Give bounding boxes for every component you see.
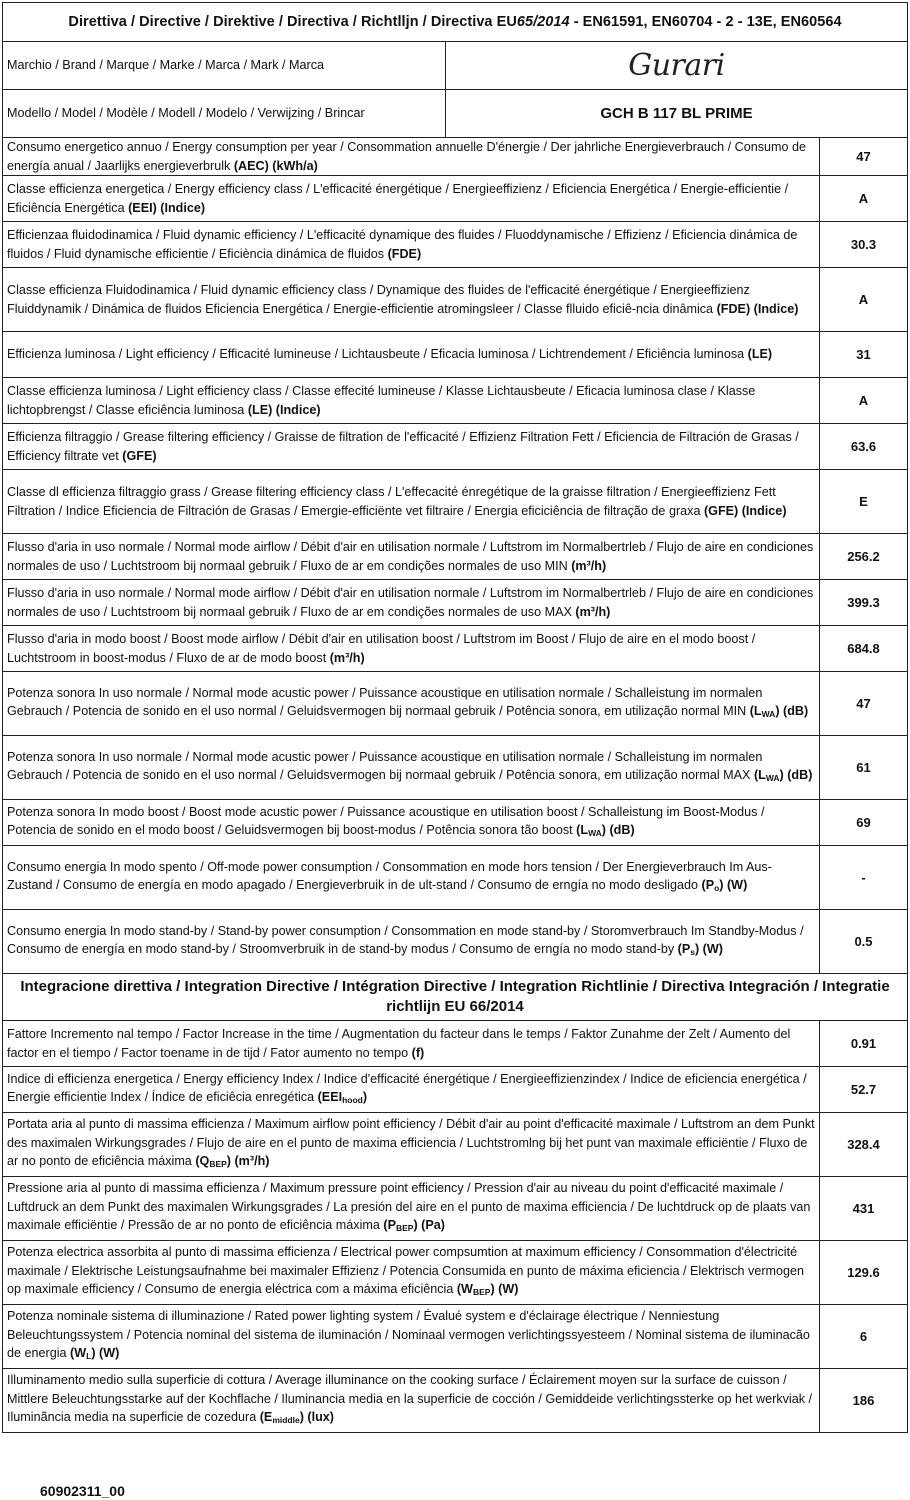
spec-value: A: [820, 268, 908, 332]
spec-row: [3, 424, 908, 470]
model-row: [3, 90, 908, 138]
spec-text: Consumo energia In modo stand-by / Stand-by power consumption / Consommation en mode stand-by / Storomverbrauch Im Standby-Modus / Consumo de energía en modo stand-by / Stroomverbruik in de stand-by modus / Consumo de erngía no modo stand-by: [7, 923, 804, 956]
spec-unit: [248, 403, 321, 417]
spec-value: A: [820, 378, 908, 424]
spec-row: [3, 800, 908, 846]
spec-unit: [576, 823, 634, 837]
spec-unit-main: (L: [576, 823, 589, 837]
spec-unit: [260, 1410, 334, 1424]
spec-label: [3, 1305, 820, 1369]
spec-text: Classe efficienza energetica / Energy efficiency class / L'efficacité énergétique / Energieeffizienz / Eficiencia Energética / Energie-efficientie / Eficiência Energética: [7, 182, 789, 215]
spec-unit-tail: ) (W): [91, 1346, 120, 1361]
spec-unit-main: (L: [749, 704, 762, 718]
spec-unit-tail: ) (dB): [601, 823, 635, 837]
spec-row: [3, 1113, 908, 1177]
directive-header: [3, 3, 908, 42]
spec-unit: [318, 1090, 367, 1104]
spec-unit-main: (Q: [195, 1154, 210, 1169]
spec-unit: [457, 1282, 519, 1296]
spec-label: [3, 378, 820, 424]
spec-row: [3, 846, 908, 910]
spec-row: [3, 736, 908, 800]
spec-label: [3, 1113, 820, 1177]
spec-unit: [704, 504, 787, 518]
spec-unit: [70, 1346, 119, 1360]
spec-unit: [678, 942, 723, 956]
spec-unit-main: (W: [456, 1282, 473, 1297]
spec-label: [3, 910, 820, 974]
spec-unit: [128, 201, 205, 215]
energy-label-sheet: [2, 2, 907, 1499]
spec-unit-tail: ) (Pa): [413, 1218, 445, 1233]
spec-text: Potenza sonora In uso normale / Normal mode acustic power / Puissance acoustique en utilisation normale / Schalleistung im normalen Gebrauch / Potencia de sonido en el uso normal / Geluidsvermogen bij normaal gebruik / Potência sonora, em utilização normal MIN: [7, 685, 763, 718]
spec-label: [3, 268, 820, 332]
directive-standards: - EN61591, EN60704 - 2 - 13E, EN60564: [569, 14, 842, 30]
spec-unit: [571, 559, 606, 573]
spec-unit-subscript: WA: [765, 773, 780, 783]
spec-unit-main: (FDE) (Indice): [716, 301, 799, 316]
spec-unit-subscript: BEP: [395, 1223, 414, 1234]
spec-unit-tail: ) (W): [719, 878, 748, 892]
spec-label: [3, 1067, 820, 1113]
spec-row: [3, 910, 908, 974]
spec-label: [3, 1241, 820, 1305]
spec-unit: [702, 878, 748, 892]
model-label: Modello / Model / Modèle / Modell / Modelo / Verwijzing / Brincar: [3, 90, 446, 138]
spec-row: [3, 470, 908, 534]
spec-row: [3, 1177, 908, 1241]
brand-logo: Gurari: [628, 48, 725, 83]
spec-unit-subscript: BEP: [472, 1287, 491, 1298]
spec-unit-subscript: hood: [342, 1095, 363, 1105]
directive-prefix: Direttiva / Directive / Direktive / Directiva / Richtlljn / Directiva EU: [68, 14, 517, 30]
spec-label: [3, 1021, 820, 1067]
spec-unit: [383, 1218, 445, 1232]
spec-unit-main: (W: [70, 1346, 87, 1361]
spec-row: [3, 1241, 908, 1305]
spec-unit-subscript: WA: [588, 828, 602, 838]
spec-unit-main: (EEI: [317, 1090, 343, 1104]
spec-text: Indice di efficienza energetica / Energy efficiency Index / Indice d'efficacité énergétique / Energieeffizienzindex / Indice de eficiencia energética / Energie efficientie Index / Índice de eficiêcia enregética: [7, 1071, 807, 1104]
document-code: 60902311_00: [40, 1483, 125, 1499]
spec-value: 399.3: [820, 580, 908, 626]
spec-text: Portata aria al punto di massima efficienza / Maximum airflow point efficiency / Débit d'air au point d'efficacité maximale / Luftstrom an dem Punkt des maximalen Wirkungsgrades / Flujo de aire en el punto de maxima efficiencia / Luchtstromlng bij het punt van maximale efficiëntie / Fluxo de ar no ponto de eficiência máxima: [7, 1117, 815, 1169]
spec-row: [3, 1067, 908, 1113]
spec-unit-subscript: o: [714, 883, 720, 893]
spec-unit: [717, 302, 799, 316]
brand-label: Marchio / Brand / Marque / Marke / Marca / Mark / Marca: [3, 42, 446, 90]
spec-unit-tail: ): [362, 1090, 368, 1104]
spec-value: -: [820, 846, 908, 910]
spec-row: [3, 626, 908, 672]
spec-value: 61: [820, 736, 908, 800]
spec-label: [3, 736, 820, 800]
spec-text: Consumo energetico annuo / Energy consumption per year / Consommation annuelle D'énergie / Der jahrliche Energieverbrauch / Consumo de energía anual / Jaarlijks energieverbrulk: [7, 140, 807, 173]
spec-unit-main: (FDE): [387, 246, 422, 261]
spec-row: [3, 176, 908, 222]
spec-row: [3, 332, 908, 378]
spec-unit-subscript: L: [86, 1351, 92, 1362]
brand-logo-cell: [446, 42, 908, 90]
spec-unit-tail: ) (W): [490, 1282, 519, 1297]
spec-text: Pressione aria al punto di massima efficienza / Maximum pressure point efficiency / Pression d'air au niveau du point d'efficacité maximale / Luftdruck an dem Punkt des maximalen Wirkungsgrades / La presión del aire en el punto de maxima efficiencia / De luchtdruck op de plaats van maximale efficiëntie / Pressão de ar no ponto de eficiência máxima: [7, 1181, 811, 1233]
spec-text: Classe efficienza luminosa / Light efficiency class / Classe effecité lumineuse / Klasse Lichtausbeute / Eficacia luminosa clase / Klasse lichtopbrengst / Classe eficiência luminosa: [7, 384, 756, 417]
spec-label: [3, 800, 820, 846]
spec-unit-main: (EEI) (Indice): [128, 200, 206, 215]
spec-unit-main: (m³/h): [575, 604, 611, 619]
spec-unit-tail: ) (m³/h): [226, 1154, 270, 1169]
spec-text: Potenza sonora In uso normale / Normal mode acustic power / Puissance acoustique en utilisation normale / Schalleistung im normalen Gebrauch / Potencia de sonido en el uso normal / Geluidsvermogen bij normaal gebruik / Potência sonora, em utilização normal MAX: [7, 749, 763, 782]
spec-unit-main: (LE): [747, 347, 773, 362]
spec-value: 328.4: [820, 1113, 908, 1177]
spec-label: [3, 534, 820, 580]
spec-value: 52.7: [820, 1067, 908, 1113]
spec-label: [3, 138, 820, 176]
spec-value: 69: [820, 800, 908, 846]
section-header-row: [3, 974, 908, 1021]
spec-unit-tail: ) (dB): [779, 768, 813, 782]
spec-unit-subscript: WA: [761, 709, 776, 719]
spec-text: Consumo energia In modo spento / Off-mode power consumption / Consommation en mode hors tension / Der Energieverbrauch Im Aus-Zustand / Consumo de energía en modo apagado / Energieverbruik in de ult-stand / Consumo de erngía no modo desligado: [7, 859, 772, 892]
spec-row: [3, 672, 908, 736]
spec-text: Classe efficienza Fluidodinamica / Fluid dynamic efficiency class / Dynamique des fluides de l'efficacité énergétique / Energieeffizienz Fluiddynamik / Dinámica de fluidos Eficiencia Energética / Energie-efficientie atromingsleer / Classe flluido eficiê-ncia dinâmica: [7, 283, 750, 316]
spec-label: [3, 626, 820, 672]
spec-unit-main: (GFE) (Indice): [703, 503, 787, 518]
spec-unit: [195, 1154, 269, 1168]
spec-label: [3, 470, 820, 534]
spec-text: Potenza electrica assorbita al punto di massima efficienza / Electrical power compsumtion at maximum efficiency / Consommation d'électricité maximale / Elektrische Leistungsaufnahme bei maximaler Effizienz / Potencia Consumida en punto de máxima eficiencia / Elektrisch vermogen op maximale efficiency / Consumo de energia eléctrica com a máxima eficiência: [7, 1245, 805, 1297]
spec-value: 31: [820, 332, 908, 378]
spec-label: [3, 332, 820, 378]
directive-header-row: [3, 3, 908, 42]
spec-row: [3, 222, 908, 268]
spec-unit-main: (L: [753, 768, 766, 782]
spec-row: [3, 1369, 908, 1433]
spec-value: 47: [820, 672, 908, 736]
spec-unit-main: (AEC) (kWh/a): [233, 158, 318, 173]
model-value: GCH B 117 BL PRIME: [446, 90, 908, 138]
spec-unit-main: (GFE): [122, 448, 157, 463]
spec-text: Illuminamento medio sulla superficie di cottura / Average illuminance on the cooking surface / Éclairement moyen sur la surface de cuisson / Mittlere Beleuchtungsstarke auf der Kochflache / Iluminancia media en la superficie de cocción / Gemiddeide verlichtingssterke op het werkviak / Iluminãncia media na superficie de cozedura: [7, 1373, 813, 1425]
spec-value: 431: [820, 1177, 908, 1241]
spec-value: 684.8: [820, 626, 908, 672]
spec-unit-subscript: middle: [272, 1415, 300, 1426]
spec-label: [3, 222, 820, 268]
spec-text: Flusso d'aria in uso normale / Normal mode airflow / Débit d'air en utilisation normale / Luftstrom im Normalbertrleb / Flujo de aire en condiciones normales de uso / Luchtstroom bij normaal gebruik / Fluxo de ar em condições normales de uso MIN: [7, 540, 814, 573]
spec-unit-main: (P: [677, 942, 691, 956]
spec-value: 47: [820, 138, 908, 176]
spec-value: 129.6: [820, 1241, 908, 1305]
spec-row: [3, 138, 908, 176]
spec-row: [3, 1305, 908, 1369]
spec-table: [2, 2, 908, 1433]
spec-row: [3, 378, 908, 424]
spec-unit: [412, 1046, 425, 1060]
spec-unit: [122, 449, 156, 463]
spec-label: [3, 672, 820, 736]
spec-unit: [330, 651, 365, 665]
spec-unit: [234, 159, 318, 173]
spec-value: 0.91: [820, 1021, 908, 1067]
brand-row: [3, 42, 908, 90]
spec-unit-main: (E: [259, 1410, 273, 1425]
spec-value: 186: [820, 1369, 908, 1433]
spec-value: 63.6: [820, 424, 908, 470]
spec-unit-main: (m³/h): [329, 650, 365, 665]
section-title: Integracione direttiva / Integration Directive / Intégration Directive / Integration Richtlinie / Directiva Integración / Integratie richtlijn EU 66/2014: [3, 974, 908, 1021]
spec-unit: [754, 768, 812, 782]
spec-value: 30.3: [820, 222, 908, 268]
spec-unit-main: (f): [411, 1045, 425, 1060]
spec-value: 0.5: [820, 910, 908, 974]
spec-value: A: [820, 176, 908, 222]
spec-row: [3, 268, 908, 332]
spec-row: [3, 1021, 908, 1067]
spec-label: [3, 1369, 820, 1433]
spec-text: Efficienza luminosa / Light efficiency / Efficacité lumineuse / Lichtausbeute / Eficacia luminosa / Lichtrendement / Eficiência luminosa: [7, 347, 745, 362]
spec-unit-main: (P: [383, 1218, 396, 1233]
spec-unit-main: (P: [701, 878, 715, 892]
spec-unit-tail: ) (dB): [775, 704, 809, 718]
spec-unit-subscript: s: [690, 947, 695, 957]
spec-label: [3, 424, 820, 470]
spec-unit: [750, 704, 808, 718]
spec-text: Efficienzaa fluidodinamica / Fluid dynamic efficiency / L'efficacité dynamique des fluides / Fluoddynamische / Effizienz / Eficiencia dinámica de fluidos / Fluid dynamische efficientie / Eficiència dinámica de fluidos: [7, 228, 798, 261]
spec-text: Potenza nominale sistema di illuminazione / Rated power lighting system / Évalué system e d'éclairage électrique / Nenniestung Beleuchtungssystem / Potencia nominal del sistema de iluminación / Nominaal vermogen verlichtingssyesteem / Nominal sistema de iluminacão de energia: [7, 1309, 810, 1361]
spec-unit: [748, 347, 772, 361]
spec-text: Flusso d'aria in uso normale / Normal mode airflow / Débit d'air en utilisation normale / Luftstrom im Normalbertrleb / Flujo de aire en condiciones normales de uso / Luchtstroom bij normaal gebruik / Fluxo de ar em condições normales de uso MAX: [7, 586, 814, 619]
spec-value: 6: [820, 1305, 908, 1369]
spec-text: Fattore Incremento nal tempo / Factor Increase in the time / Augmentation du facteur dans le temps / Faktor Zunahme der Zelt / Aumento del factor en el tiempo / Factor toename in de tijd / Fator aumento no tempo: [7, 1027, 791, 1060]
spec-text: Potenza sonora In modo boost / Boost mode acustic power / Puissance acoustique en utilisation boost / Schalleistung im Boost-Modus / Potencia de sonido en el modo boost / Geluidsvermogen bij boost-modus / Potência sonora tão boost: [7, 804, 765, 837]
spec-unit: [388, 247, 422, 261]
spec-unit-tail: ) (W): [694, 942, 723, 956]
spec-label: [3, 1177, 820, 1241]
spec-unit-subscript: BEP: [209, 1159, 227, 1170]
spec-text: Classe dl efficienza filtraggio grass / Grease filtering efficiency class / L'effecacité énregétique de la graisse filtration / Energieeffizienz Fett Filtration / Indice Eficiencia de Filtración de Grasas / Emergie-efficiënte vet filtraire / Energia eficiciência de filtração de graxa: [7, 485, 776, 518]
directive-number: 65/2014: [516, 14, 570, 30]
spec-unit: [575, 605, 610, 619]
spec-label: [3, 580, 820, 626]
spec-text: Flusso d'aria in modo boost / Boost mode airflow / Débit d'air en utilisation boost / Luftstrom im Boost / Flujo de aire en el modo boost / Luchtstroom in boost-modus / Fluxo de ar de modo boost: [7, 632, 756, 665]
spec-unit-main: (LE) (Indice): [247, 402, 321, 417]
spec-text: Efficienza filtraggio / Grease filtering efficiency / Graisse de filtration de l'efficacité / Effizienz Filtration Fett / Eficiencia de Filtración de Grasas / Efficiency filtrate vet: [7, 430, 799, 463]
spec-row: [3, 580, 908, 626]
spec-value: E: [820, 470, 908, 534]
spec-row: [3, 534, 908, 580]
spec-value: 256.2: [820, 534, 908, 580]
spec-label: [3, 846, 820, 910]
spec-unit-main: (m³/h): [571, 558, 607, 573]
spec-unit-tail: ) (lux): [299, 1410, 334, 1425]
spec-label: [3, 176, 820, 222]
